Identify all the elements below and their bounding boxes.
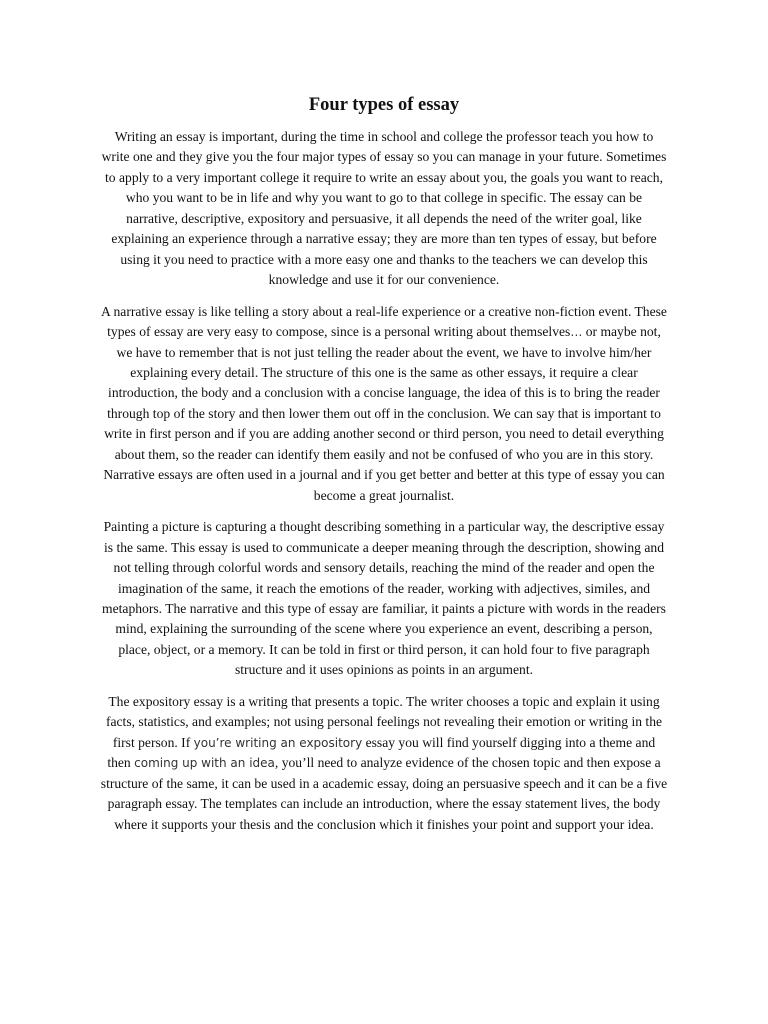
ellipsis-glyph: … (570, 325, 583, 340)
document-title: Four types of essay (308, 95, 460, 115)
inline-phrase-different-font-2: coming up with an idea (134, 756, 275, 771)
paragraph-narrative-text-end: or maybe not, we have to remember that is not just telling the reader about the event, we have to involve him/her explaining every detail. The structure of this one is the same as other essays, it require a clear introduction, the body and a conclusion with a concise language, the idea of this is to bring the reader through top of the story and then lower them out off in the conclusion. We can say that is important to write in first person and if you are adding another second or third person, you need to detail everything about them, so the reader can identify them easily and not be confused of who you are in this story. Narrative essays are often used in a journal and if you get better and better at this type of essay you can become a great journalist. (103, 324, 665, 503)
document-page (100, 88, 668, 846)
inline-phrase-different-font-1: you’re writing an expository (193, 735, 363, 750)
paragraph-expository-text-2: essay you will find yourself digging into a theme and then (107, 734, 656, 771)
paragraph-expository-text-3: , you’ll need to analyze evidence of the chosen topic and then expose a structure of the same, it can be used in a academic essay, doing an persuasive speech and it can be a five paragraph essay. The templates can include an introduction, where the essay statement lives, the body where it supports your thesis and the conclusion which it finishes your point and support your idea. (100, 755, 668, 832)
paragraph-descriptive: Painting a picture is capturing a thought describing something in a particular way, the descriptive essay is the same. This essay is used to communicate a deeper meaning through the description, showing and not telling through colorful words and sensory details, reaching the mind of the reader and open the imagination of the same, it reach the emotions of the reader, working with adjectives, similes, and metaphors. The narrative and this type of essay are familiar, it paints a picture with words in the readers mind, explaining the surrounding of the scene where you experience an event, describing a person, place, object, or a memory. It can be told in first or third person, it can hold four to five paragraph structure and it uses opinions as points in an argument. (102, 519, 666, 678)
paragraph-narrative (100, 302, 668, 507)
paragraph-expository-text-1: The expository essay is a writing that presents a topic. The writer chooses a topic and explain it using facts, statistics, and examples; not using personal feelings not revealing their emotion or writing in the first person. If (105, 693, 663, 750)
paragraph-intro: Writing an essay is important, during the time in school and college the professor teach you how to write one and they give you the four major types of essay so you can manage in your future. Sometimes to apply to a very important college it require to write an essay about you, the goals you want to reach, who you want to be in life and why you want to go to that college in specific. The essay can be narrative, descriptive, expository and persuasive, it all depends the need of the writer goal, like explaining an experience through a narrative essay; they are more than ten types of essay, but before using it you need to practice with a more easy one and thanks to the teachers we can develop this knowledge and use it for our convenience. (101, 129, 667, 288)
paragraph-narrative-text-start: A narrative essay is like telling a story about a real-life experience or a creative non-fiction event. These types of essay are very easy to compose, since is a personal writing about themselves (101, 303, 667, 340)
paragraph-expository (100, 692, 668, 835)
